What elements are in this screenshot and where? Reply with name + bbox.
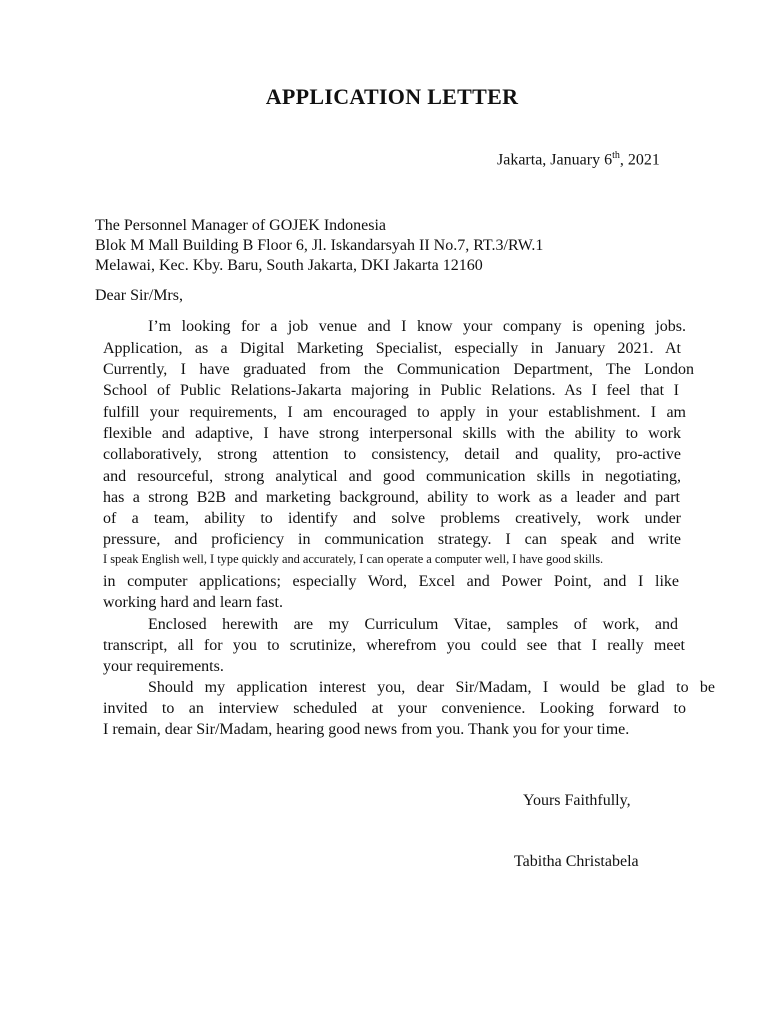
body-line: Currently, I have graduated from the Communication Department, The London [103,361,694,378]
body-line: I speak English well, I type quickly and accurately, I can operate a computer well, I have good skills. [103,552,604,566]
body-line: has a strong B2B and marketing background, ability to work as a leader and part [103,489,680,506]
body-line: in computer applications; especially Word, Excel and Power Point, and I like [103,573,679,590]
salutation: Dear Sir/Mrs, [95,287,183,304]
body-line: and resourceful, strong analytical and good communication skills in negotiating, [103,468,681,485]
body-line: your requirements. [103,658,224,675]
letter-date [497,150,660,169]
body-line: I’m looking for a job venue and I know your company is opening jobs. [148,318,686,335]
body-line: Application, as a Digital Marketing Specialist, especially in January 2021. At [103,340,681,357]
date-text: Jakarta, January 6 [497,151,613,169]
body-line: pressure, and proficiency in communication strategy. I can speak and write [103,531,681,548]
address-line: Melawai, Kec. Kby. Baru, South Jakarta, DKI Jakarta 12160 [95,257,483,274]
body-line: Should my application interest you, dear Sir/Madam, I would be glad to be [148,679,715,696]
body-line: Enclosed herewith are my Curriculum Vitae, samples of work, and [148,616,678,633]
body-line: flexible and adaptive, I have strong interpersonal skills with the ability to work [103,425,681,442]
closing: Yours Faithfully, [523,792,631,809]
address-line: Blok M Mall Building B Floor 6, Jl. Iskandarsyah II No.7, RT.3/RW.1 [95,237,544,254]
recipient-address [95,216,543,276]
body-line: I remain, dear Sir/Madam, hearing good news from you. Thank you for your time. [103,721,630,738]
letter-title: APPLICATION LETTER [265,84,519,109]
body-line: transcript, all for you to scrutinize, wherefrom you could see that I really meet [103,637,685,654]
signature-name: Tabitha Christabela [514,853,639,870]
date-ordinal: th [612,150,620,161]
body-line: invited to an interview scheduled at your convenience. Looking forward to [103,700,686,717]
body-line: working hard and learn fast. [103,594,283,611]
body-line: fulfill your requirements, I am encouraged to apply in your establishment. I am [103,404,686,421]
body-line: School of Public Relations-Jakarta majoring in Public Relations. As I feel that I [103,382,679,399]
address-line: The Personnel Manager of GOJEK Indonesia [95,217,387,234]
body-line: collaboratively, strong attention to consistency, detail and quality, pro-active [103,446,681,463]
body-line: of a team, ability to identify and solve problems creatively, work under [103,510,681,527]
date-year: , 2021 [619,151,660,169]
